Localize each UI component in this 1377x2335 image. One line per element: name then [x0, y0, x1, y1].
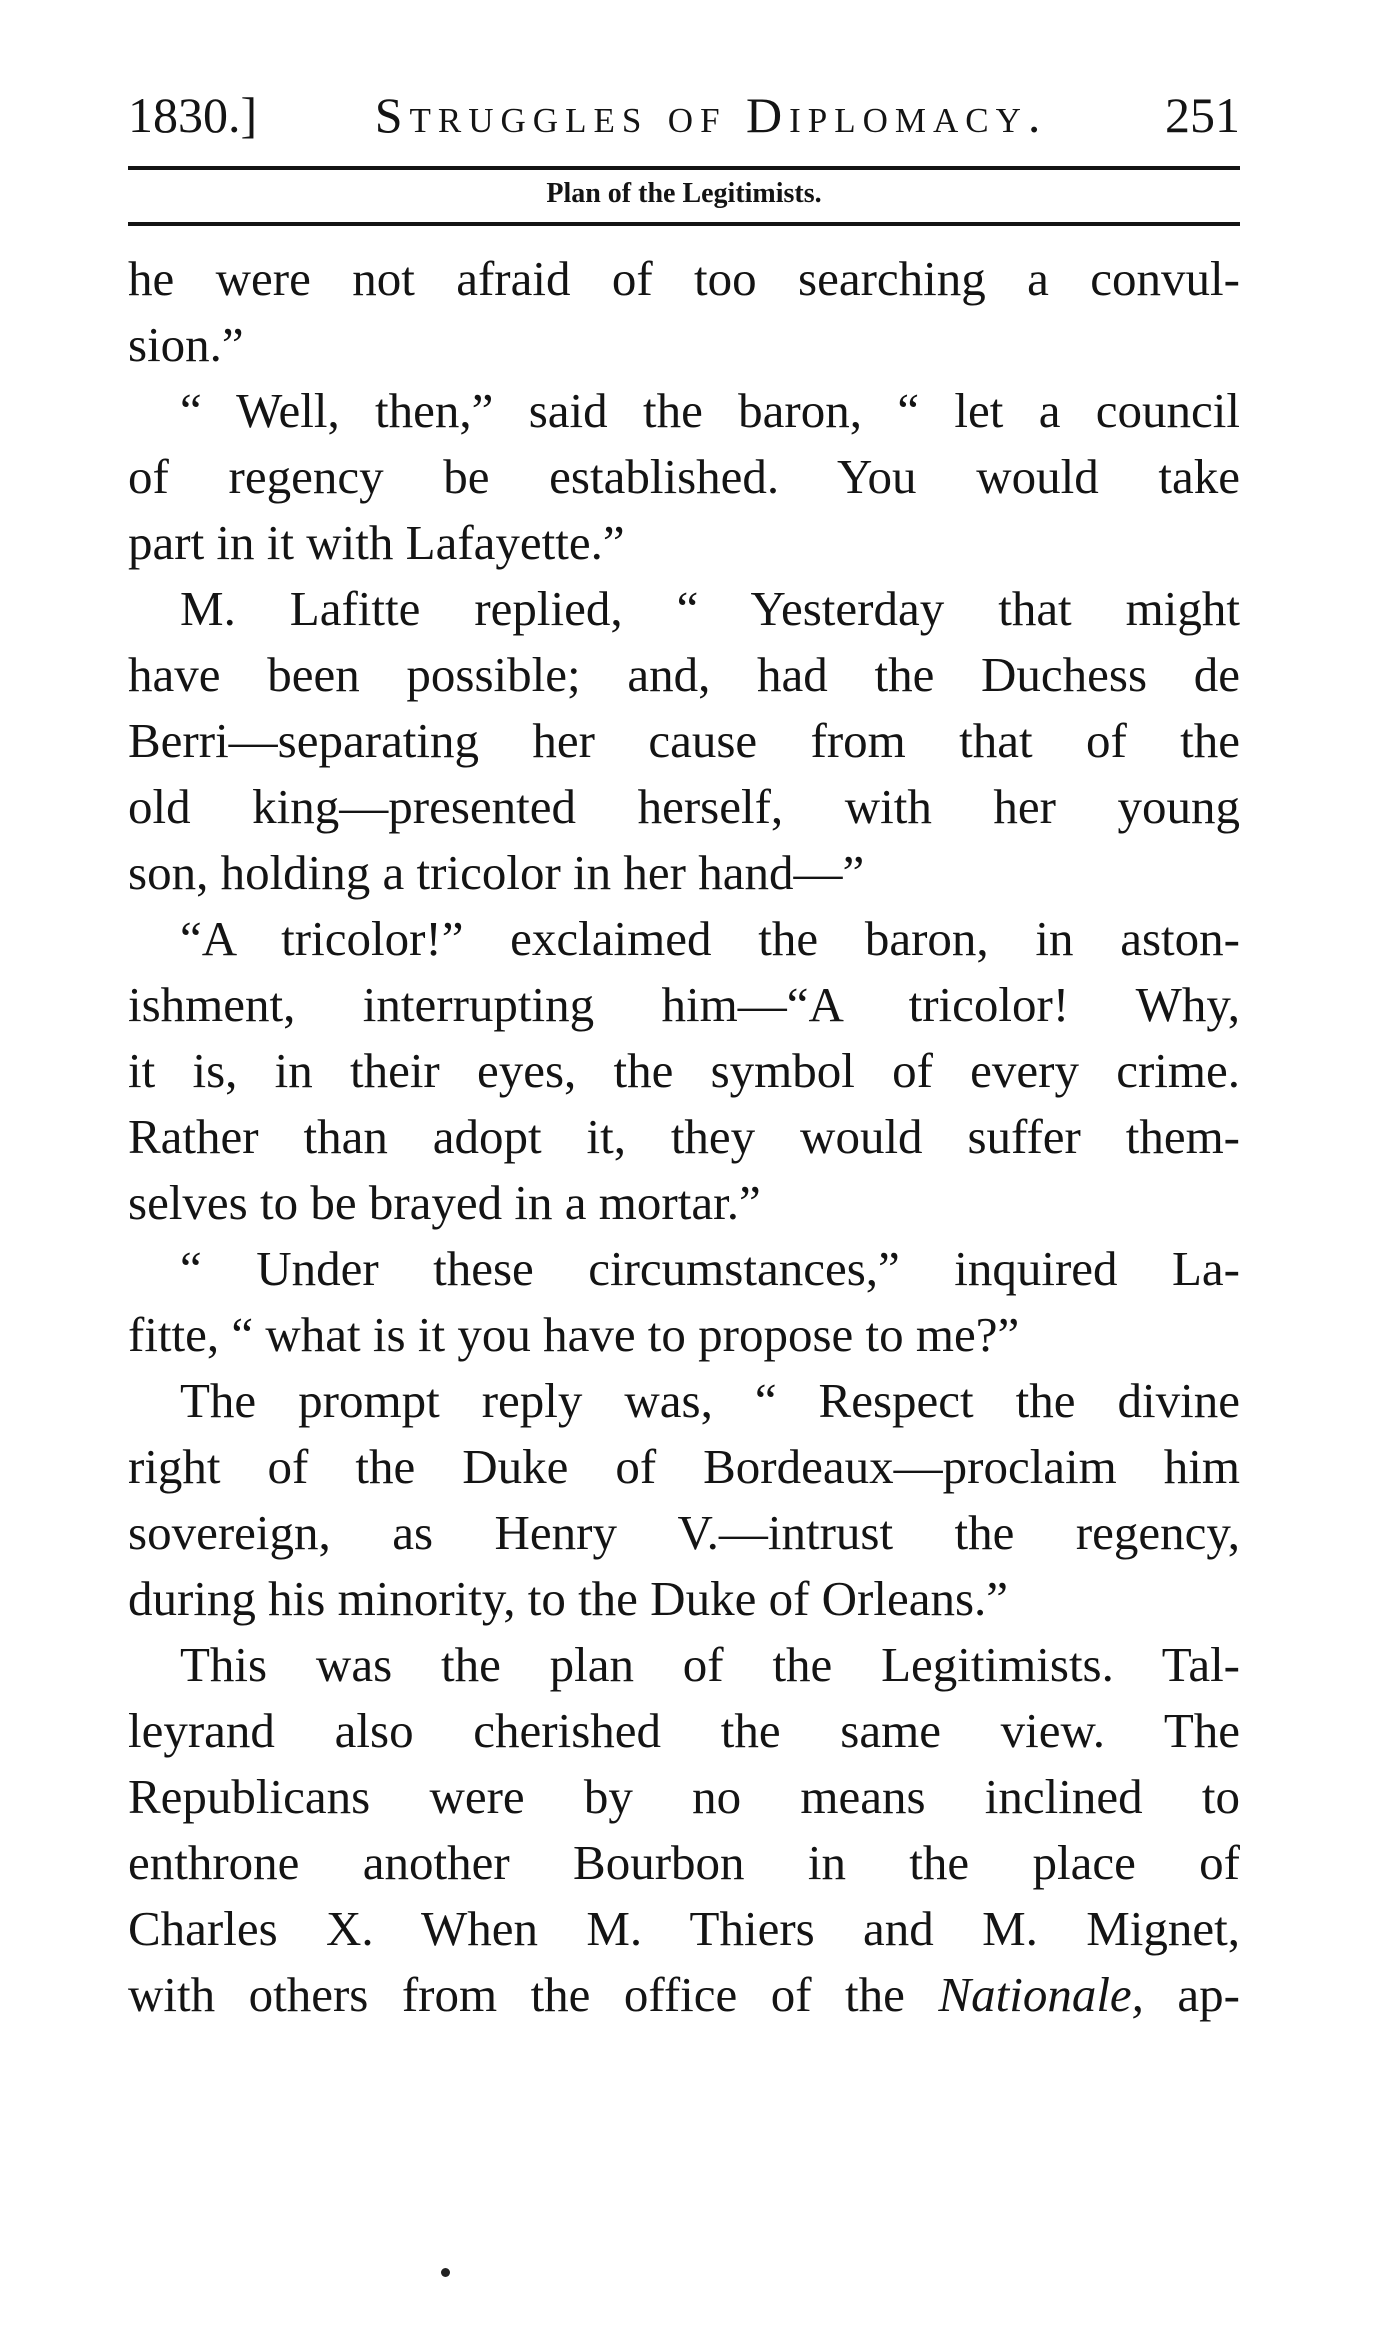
- header-title: Struggles of Diplomacy.: [374, 87, 1048, 143]
- body-text: [128, 246, 1240, 2028]
- text-line: right of the Duke of Bordeaux—proclaim him: [128, 1439, 1240, 1494]
- italic-newspaper-name: Nationale,: [938, 1967, 1144, 2022]
- text-line: [128, 1962, 1240, 2028]
- text-fragment: ap-: [1177, 1967, 1240, 2022]
- section-subheading: Plan of the Legitimists.: [546, 178, 822, 209]
- text-line: ishment, interrupting him—“A tricolor! Why,: [128, 977, 1240, 1032]
- text-line: “ Well, then,” said the baron, “ let a council: [180, 383, 1240, 438]
- text-line: he were not afraid of too searching a convul-: [128, 251, 1240, 306]
- running-header: [128, 80, 1240, 158]
- text-line: sion.”: [128, 317, 244, 372]
- page-number: 251: [1165, 87, 1240, 143]
- text-line: old king—presented herself, with her young: [128, 779, 1240, 834]
- book-page: [128, 80, 1240, 2028]
- text-line: Berri—separating her cause from that of the: [128, 713, 1240, 768]
- text-line: part in it with Lafayette.”: [128, 515, 625, 570]
- text-line: have been possible; and, had the Duchess de: [128, 647, 1240, 702]
- text-line: leyrand also cherished the same view. The: [128, 1703, 1240, 1758]
- text-line: The prompt reply was, “ Respect the divine: [180, 1373, 1240, 1428]
- text-line: selves to be brayed in a mortar.”: [128, 1175, 761, 1230]
- text-line: sovereign, as Henry V.—intrust the regency,: [128, 1505, 1240, 1560]
- text-fragment: with others from the office of the: [128, 1967, 905, 2022]
- text-line: Charles X. When M. Thiers and M. Mignet,: [128, 1901, 1240, 1956]
- text-line: it is, in their eyes, the symbol of every crime.: [128, 1043, 1240, 1098]
- text-line: M. Lafitte replied, “ Yesterday that might: [180, 581, 1240, 636]
- text-line: Republicans were by no means inclined to: [128, 1769, 1240, 1824]
- header-rule-bottom: [128, 222, 1240, 226]
- text-line: “A tricolor!” exclaimed the baron, in aston-: [180, 911, 1240, 966]
- text-line: fitte, “ what is it you have to propose to me?”: [128, 1307, 1020, 1362]
- text-line: during his minority, to the Duke of Orleans.”: [128, 1571, 1009, 1626]
- ink-speck: [441, 2268, 450, 2277]
- text-line: Rather than adopt it, they would suffer them-: [128, 1109, 1240, 1164]
- header-rule-top: [128, 166, 1240, 170]
- text-line: enthrone another Bourbon in the place of: [128, 1835, 1240, 1890]
- text-line: of regency be established. You would take: [128, 449, 1240, 504]
- text-line: “ Under these circumstances,” inquired La-: [180, 1241, 1240, 1296]
- text-line: son, holding a tricolor in her hand—”: [128, 845, 865, 900]
- header-year: 1830.]: [128, 87, 258, 143]
- text-line: This was the plan of the Legitimists. Tal-: [180, 1637, 1240, 1692]
